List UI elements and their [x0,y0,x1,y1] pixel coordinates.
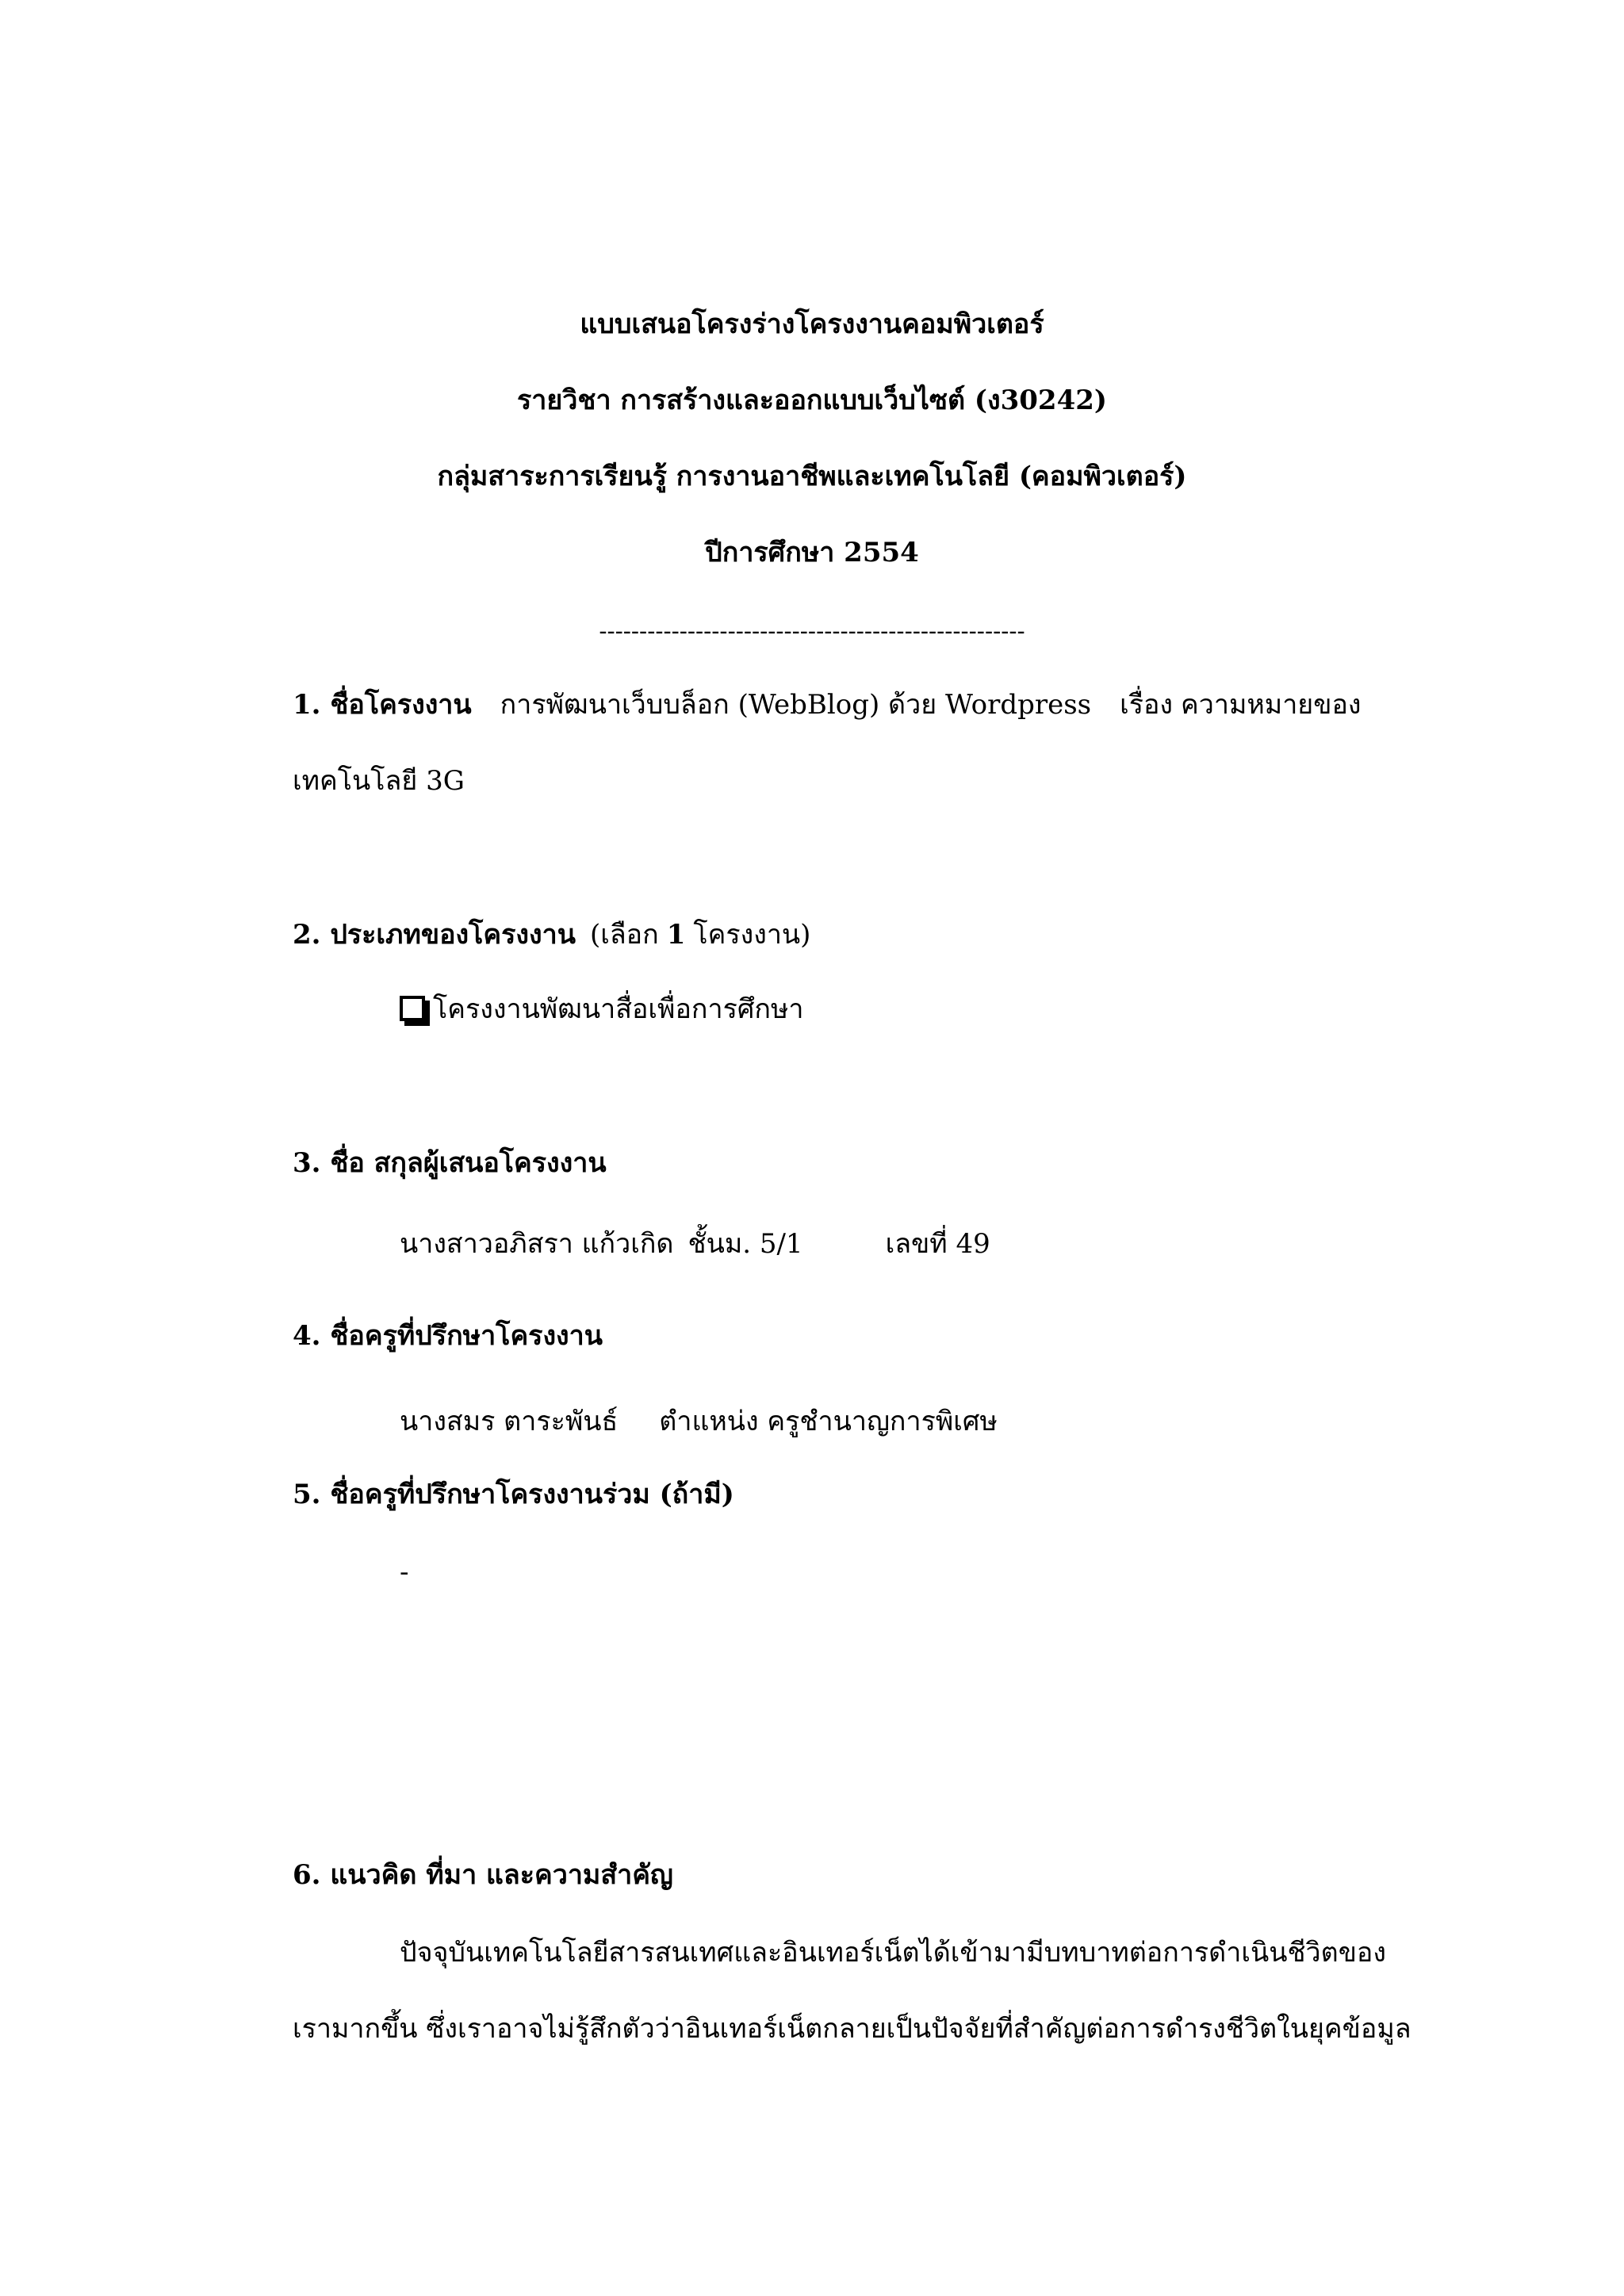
section-1-line [293,687,1361,722]
section-5-heading: 5. ชื่อครูที่ปรึกษาโครงงานร่วม (ถ้ามี) [293,1479,734,1510]
separator-line: ----------------------------------------------------- [599,618,1025,645]
project-type-option [400,992,804,1027]
proposer-name: นางสาวอภิสรา แก้วเกิด [400,1228,674,1260]
proposer-line [400,1226,990,1261]
section-1-heading: 1. ชื่อโครงงาน [293,689,472,721]
co-advisor-value: - [400,1556,409,1588]
section-3-heading: 3. ชื่อ สกุลผู้เสนอโครงงาน [293,1147,607,1179]
section-2-line [293,917,810,952]
proposer-class: ชั้นม. 5/1 [688,1228,803,1260]
section-6-heading: 6. แนวคิด ที่มา และความสำคัญ [293,1859,673,1891]
rationale-paragraph-line-1: ปัจจุบันเทคโนโลยีสารสนเทศและอินเทอร์เน็ตได้เข้ามามีบทบาทต่อการดำเนินชีวิตของ [400,1937,1386,1969]
advisor-line [400,1404,998,1439]
section-4-heading: 4. ชื่อครูที่ปรึกษาโครงงาน [293,1320,603,1352]
topic-label: เรื่อง [1120,689,1174,721]
section-2-note-prefix: (เลือก [589,919,659,951]
section-2-heading: 2. ประเภทของโครงงาน [293,919,576,951]
proposer-number: เลขที่ 49 [885,1228,990,1260]
advisor-position: ตำแหน่ง ครูชำนาญการพิเศษ [659,1406,998,1437]
checkbox-icon [400,996,425,1021]
project-name: การพัฒนาเว็บบล็อก (WebBlog) ด้วย Wordpress [500,689,1092,721]
advisor-name: นางสมร ตาระพันธ์ [400,1406,619,1437]
topic-continuation: เทคโนโลยี 3G [293,765,465,797]
section-2-note-suffix: โครงงาน) [693,919,811,951]
project-type-label: โครงงานพัฒนาสื่อเพื่อการศึกษา [433,993,804,1025]
subject-group-line: กลุ่มสาระการเรียนรู้ การงานอาชีพและเทคโนโลยี (คอมพิวเตอร์) [437,461,1187,492]
rationale-paragraph-line-2: เรามากขึ้น ซึ่งเราอาจไม่รู้สึกตัวว่าอินเทอร์เน็ตกลายเป็นปัจจัยที่สำคัญต่อการดำรงชีวิตในยุคข้อมูล [293,2013,1411,2045]
form-title: แบบเสนอโครงร่างโครงงานคอมพิวเตอร์ [580,308,1044,340]
academic-year-line: ปีการศึกษา 2554 [705,537,919,568]
topic-value: ความหมายของ [1181,689,1362,721]
section-2-note-number: 1 [666,919,686,951]
course-line: รายวิชา การสร้างและออกแบบเว็บไซต์ (ง30242) [517,385,1107,416]
